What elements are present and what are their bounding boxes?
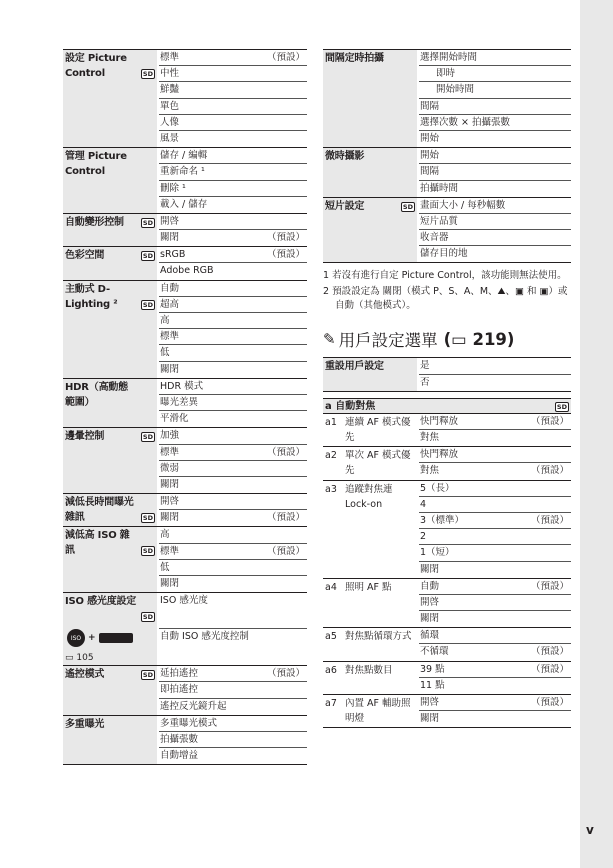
option-row (159, 699, 307, 715)
option-row (419, 246, 571, 262)
option-row (419, 562, 571, 578)
option-row (159, 510, 307, 526)
option-label: 載入 / 儲存 (160, 198, 208, 210)
option-label: 關閉 (420, 613, 440, 625)
option-row (159, 164, 307, 180)
option-row (419, 628, 571, 644)
options (419, 662, 571, 694)
option-row (159, 313, 307, 329)
setting-name: 追蹤對焦連 Lock-on (345, 483, 393, 510)
iso-button-icon: ISO (67, 629, 85, 647)
option-label: 39 點 (420, 663, 445, 675)
option-label: 自動 (160, 282, 180, 294)
book-icon: ▭ (65, 653, 77, 664)
option-label: 關閉 (160, 363, 180, 375)
option-row (419, 644, 571, 660)
option-label: 快門釋放 (420, 449, 459, 461)
setting-group (63, 428, 307, 494)
option-row (159, 131, 307, 147)
option-label: 3（標準） (420, 514, 465, 526)
option-label: 拍攝張數 (160, 733, 199, 745)
option-row (419, 198, 571, 214)
custom-setting-row (323, 447, 571, 480)
option-label: 1（短） (420, 547, 455, 559)
options (159, 281, 307, 378)
option-row (159, 214, 307, 230)
setting-group (63, 50, 307, 148)
option-row (159, 247, 307, 263)
option-row (159, 576, 307, 592)
option-row (159, 666, 307, 682)
setting-id: a5 (325, 631, 337, 643)
option-row (159, 99, 307, 115)
option-row (419, 375, 571, 391)
option-label: 關閉 (160, 232, 180, 244)
setting-name: 微時攝影 (325, 151, 365, 163)
options (419, 579, 571, 628)
sd-icon: SD (142, 252, 153, 261)
setting-name: 內置 AF 輔助照明燈 (345, 698, 411, 724)
option-label: 關閉 (160, 478, 180, 490)
setting-name-cell (323, 50, 417, 147)
options (159, 214, 307, 246)
custom-setting-row (323, 662, 571, 695)
option-label: 微弱 (160, 462, 180, 474)
option-label: Adobe RGB (160, 265, 214, 277)
option-label: 短片品質 (420, 215, 459, 227)
option-row (159, 445, 307, 461)
option-label: 開啓 (420, 596, 440, 608)
setting-name-cell (63, 247, 157, 279)
option-label: 曝光差異 (160, 396, 199, 408)
setting-name: 遙控模式 (65, 669, 105, 681)
option-label: 畫面大小 / 每秒幅數 (420, 199, 506, 211)
option-label: 刪除 ¹ (160, 182, 186, 194)
option-row (159, 263, 307, 279)
option-row (419, 545, 571, 561)
default-marker: （預設） (530, 415, 569, 427)
option-label: 超高 (160, 298, 180, 310)
option-label: 收音器 (420, 232, 449, 244)
option-label: 拍攝時間 (420, 182, 459, 194)
option-row (419, 579, 571, 595)
option-row (159, 560, 307, 576)
setting-name-cell (323, 358, 417, 390)
options (159, 428, 307, 493)
option-row (159, 329, 307, 345)
setting-name: 間隔定時拍攝 (325, 53, 384, 64)
option-label: 鮮豔 (160, 84, 180, 96)
option-row (419, 358, 571, 374)
option-label: 標準 (160, 446, 180, 458)
option-row (419, 695, 571, 711)
option-label: 儲存目的地 (420, 248, 468, 260)
option-row (419, 611, 571, 627)
option-label: 5（長） (420, 482, 455, 494)
setting-name-cell (63, 214, 157, 246)
setting-group (323, 148, 571, 198)
option-row (159, 197, 307, 213)
setting-name-cell (63, 428, 157, 493)
setting-id: a6 (325, 664, 337, 676)
setting-name: 短片設定 (325, 200, 365, 212)
section-heading (323, 327, 571, 351)
setting-group (323, 198, 571, 264)
footnote: 1 若沒有進行自定 Picture Control，該功能則無法使用。 (323, 270, 567, 282)
setting-name-cell (63, 379, 157, 428)
right-column (323, 49, 571, 728)
option-row (419, 430, 571, 446)
default-marker: （預設） (266, 512, 305, 524)
sd-icon: SD (142, 547, 153, 556)
default-marker: （預設） (530, 663, 569, 675)
sd-icon: SD (142, 514, 153, 523)
page-ref: ▭ 105 (65, 653, 94, 664)
setting-group (63, 247, 307, 280)
custom-setting-row (323, 695, 571, 728)
options (159, 716, 307, 765)
setting-name: 單次 AF 模式優先 (345, 450, 411, 477)
setting-group (63, 214, 307, 247)
option-row (419, 662, 571, 678)
option-label: 不循環 (420, 646, 449, 658)
right-settings-table (323, 49, 571, 263)
options (159, 527, 307, 592)
default-marker: （預設） (266, 249, 305, 261)
setting-name-cell (63, 666, 157, 715)
default-marker: （預設） (266, 668, 305, 680)
option-label: 標準 (160, 545, 180, 557)
setting-id: a1 (325, 416, 337, 428)
custom-setting-row (323, 628, 571, 661)
footnotes (323, 269, 571, 313)
page-number: v (586, 823, 594, 837)
sd-icon: SD (142, 300, 153, 309)
sd-icon: SD (142, 613, 153, 622)
option-label: 中性 (160, 68, 180, 80)
option-label: 單色 (160, 100, 180, 112)
option-label: sRGB (160, 249, 186, 261)
option-row (419, 513, 571, 529)
option-row (419, 414, 571, 430)
option-row (419, 115, 571, 131)
option-label: 快門釋放 (420, 415, 459, 427)
setting-name: ISO 感光度設定 (65, 596, 137, 608)
option-label: 儲存 / 編輯 (160, 150, 208, 162)
setting-name: 自動變形控制 (65, 216, 124, 228)
setting-group (63, 666, 307, 716)
setting-name: 對焦點數目 (345, 664, 393, 676)
options (159, 50, 307, 147)
setting-group (323, 50, 571, 148)
iso-dial-icon (67, 629, 133, 647)
setting-name-cell (63, 281, 157, 378)
setting-name: 減低高 ISO 雜訊 (65, 530, 130, 557)
custom-setting-row (323, 481, 571, 579)
option-row (419, 595, 571, 611)
options (419, 414, 571, 446)
option-label: 開啓 (160, 496, 180, 508)
option-label: 自動增益 (160, 750, 199, 762)
option-label: 對焦 (420, 465, 440, 477)
option-label: 高 (160, 529, 170, 541)
option-label: 開始 (420, 150, 440, 162)
custom-setting-row (323, 579, 571, 629)
default-marker: （預設） (266, 232, 305, 244)
option-row (419, 66, 571, 82)
option-label: 否 (420, 376, 430, 388)
setting-name-cell (323, 148, 417, 197)
option-label: 低 (160, 347, 170, 359)
options (419, 695, 571, 727)
setting-name: 主動式 D-Lighting ² (65, 283, 118, 310)
option-row (159, 181, 307, 197)
option-row (419, 82, 571, 98)
option-label: 2 (420, 531, 427, 543)
options (419, 148, 571, 197)
reset-table (323, 357, 571, 391)
default-marker: （預設） (266, 545, 305, 557)
option-row (419, 529, 571, 545)
option-label: 間隔 (420, 100, 440, 112)
plus-icon: + (88, 633, 96, 644)
default-marker: （預設） (530, 697, 569, 708)
setting-id: a7 (325, 698, 337, 709)
option-label: 4 (420, 498, 427, 510)
option-label: 關閉 (420, 563, 440, 575)
side-tab (580, 0, 613, 868)
option-label: ISO 感光度 (160, 595, 208, 607)
command-dial-icon (99, 633, 133, 643)
setting-group (63, 379, 307, 429)
option-label: 加強 (160, 430, 180, 442)
option-label: 對焦 (420, 432, 440, 443)
option-row (419, 447, 571, 463)
option-row (159, 379, 307, 395)
option-row (159, 732, 307, 748)
options (159, 247, 307, 279)
option-label: 關閉 (420, 713, 440, 725)
setting-name-cell (63, 593, 157, 665)
options (159, 148, 307, 213)
option-row (159, 748, 307, 764)
option-row (159, 395, 307, 411)
setting-name: 照明 AF 點 (345, 581, 392, 593)
setting-group (63, 593, 307, 666)
option-row (159, 148, 307, 164)
options (419, 628, 571, 660)
option-row (419, 181, 571, 197)
sd-icon: SD (142, 433, 153, 442)
setting-name: HDR（高動態範圍） (65, 381, 128, 408)
setting-name: 設定 Picture Control (65, 53, 127, 79)
setting-name: 邊暈控制 (65, 431, 105, 443)
option-row (159, 716, 307, 732)
setting-name-cell (63, 494, 157, 526)
option-row (159, 362, 307, 378)
setting-name: 減低長時間曝光雜訊 (65, 497, 134, 524)
option-row (159, 477, 307, 493)
option-row (159, 297, 307, 313)
option-row (419, 463, 571, 479)
option-row (419, 230, 571, 246)
setting-group (63, 148, 307, 214)
option-row (419, 131, 571, 147)
option-label: 遙控反光鏡升起 (160, 700, 227, 712)
option-row (159, 682, 307, 698)
option-row (159, 50, 307, 66)
options (419, 50, 571, 147)
options (159, 666, 307, 715)
option-label: 11 點 (420, 679, 445, 691)
options (419, 358, 571, 390)
option-label: HDR 模式 (160, 380, 204, 392)
option-row (159, 281, 307, 297)
default-marker: （預設） (530, 514, 569, 526)
option-row (159, 411, 307, 427)
option-label: 高 (160, 315, 170, 326)
custom-setting-row (323, 414, 571, 447)
option-label: 選擇次數 × 拍攝張數 (420, 116, 510, 128)
option-row (419, 678, 571, 694)
option-label: 風景 (160, 132, 180, 144)
pencil-icon: ✎ (323, 330, 336, 349)
setting-name-cell (323, 198, 417, 263)
option-row (419, 711, 571, 727)
setting-name-cell (63, 716, 157, 765)
option-row (419, 99, 571, 115)
option-row (159, 593, 307, 629)
option-row (159, 345, 307, 361)
setting-name-cell (63, 527, 157, 592)
option-row (159, 82, 307, 98)
setting-name: 對焦點循環方式 (345, 631, 412, 643)
option-row (159, 494, 307, 510)
sd-icon: SD (142, 671, 153, 680)
option-label: 平滑化 (160, 413, 189, 425)
sd-icon: SD (142, 70, 153, 78)
option-row (159, 544, 307, 560)
a-autofocus-header: a 自動對焦 SD (323, 398, 571, 414)
option-label: 關閉 (160, 578, 180, 589)
default-marker: （預設） (530, 465, 569, 477)
setting-name: 連續 AF 模式優先 (345, 416, 411, 443)
default-marker: （預設） (530, 580, 569, 592)
default-marker: （預設） (266, 52, 305, 63)
option-label: 開啓 (420, 697, 440, 708)
option-label: 自動 ISO 感光度控制 (160, 631, 249, 643)
options (419, 198, 571, 263)
sd-icon: SD (402, 202, 413, 211)
default-marker: （預設） (266, 446, 305, 458)
left-settings-table (63, 49, 307, 765)
option-row (159, 428, 307, 444)
option-row (159, 461, 307, 477)
option-label: 低 (160, 561, 170, 573)
options (159, 593, 307, 665)
setting-name: 色彩空間 (65, 250, 105, 262)
option-row (419, 148, 571, 164)
autofocus-table (323, 414, 571, 729)
option-label: 重新命名 ¹ (160, 166, 205, 178)
option-label: 間隔 (420, 166, 440, 178)
book-icon: ▭ (451, 329, 467, 349)
option-row (419, 497, 571, 513)
setting-name: 重設用戶設定 (325, 361, 384, 373)
option-label: 人像 (160, 116, 180, 128)
option-row (419, 50, 571, 66)
reset-group (323, 358, 571, 391)
options (159, 379, 307, 428)
option-row (159, 629, 307, 665)
options (419, 447, 571, 479)
option-row (419, 164, 571, 180)
page-reference: (▭ 219) (443, 329, 515, 349)
sd-icon: SD (142, 218, 153, 227)
setting-id: a2 (325, 450, 337, 462)
option-label: 多重曝光模式 (160, 717, 218, 729)
setting-id: a3 (325, 483, 337, 495)
sd-icon: SD (556, 402, 567, 411)
option-row (159, 230, 307, 246)
option-label: 自動 (420, 580, 440, 592)
setting-group (63, 494, 307, 527)
option-row (419, 214, 571, 230)
setting-name: 多重曝光 (65, 718, 105, 730)
setting-group (63, 527, 307, 593)
option-label: 延拍遙控 (160, 668, 199, 680)
option-label: 開始時間 (436, 84, 475, 96)
footnote: 2 預設設定為 關閉（模式 P、S、A、M、⛰、▣ 和 ▣）或 自動（其他模式）。 (323, 286, 568, 312)
setting-group (63, 281, 307, 379)
option-label: 標準 (160, 52, 180, 63)
options (419, 481, 571, 578)
option-label: 選擇開始時間 (420, 52, 478, 63)
option-row (159, 66, 307, 82)
setting-name-cell (63, 50, 157, 147)
options (159, 494, 307, 526)
setting-id: a4 (325, 581, 337, 593)
section-title: 用戶設定選單 (338, 331, 438, 351)
option-label: 開啓 (160, 215, 180, 227)
setting-name: 管理 Picture Control (65, 151, 127, 178)
option-label: 循環 (420, 630, 440, 642)
default-marker: （預設） (530, 646, 569, 658)
option-label: 開始 (420, 132, 440, 144)
option-label: 標準 (160, 331, 180, 343)
option-row (419, 481, 571, 497)
option-row (159, 115, 307, 131)
option-label: 關閉 (160, 512, 180, 524)
option-label: 即時 (436, 68, 456, 80)
setting-group (63, 716, 307, 766)
option-label: 是 (420, 360, 430, 372)
option-label: 即拍遙控 (160, 684, 199, 696)
option-row (159, 527, 307, 543)
setting-name-cell (63, 148, 157, 213)
